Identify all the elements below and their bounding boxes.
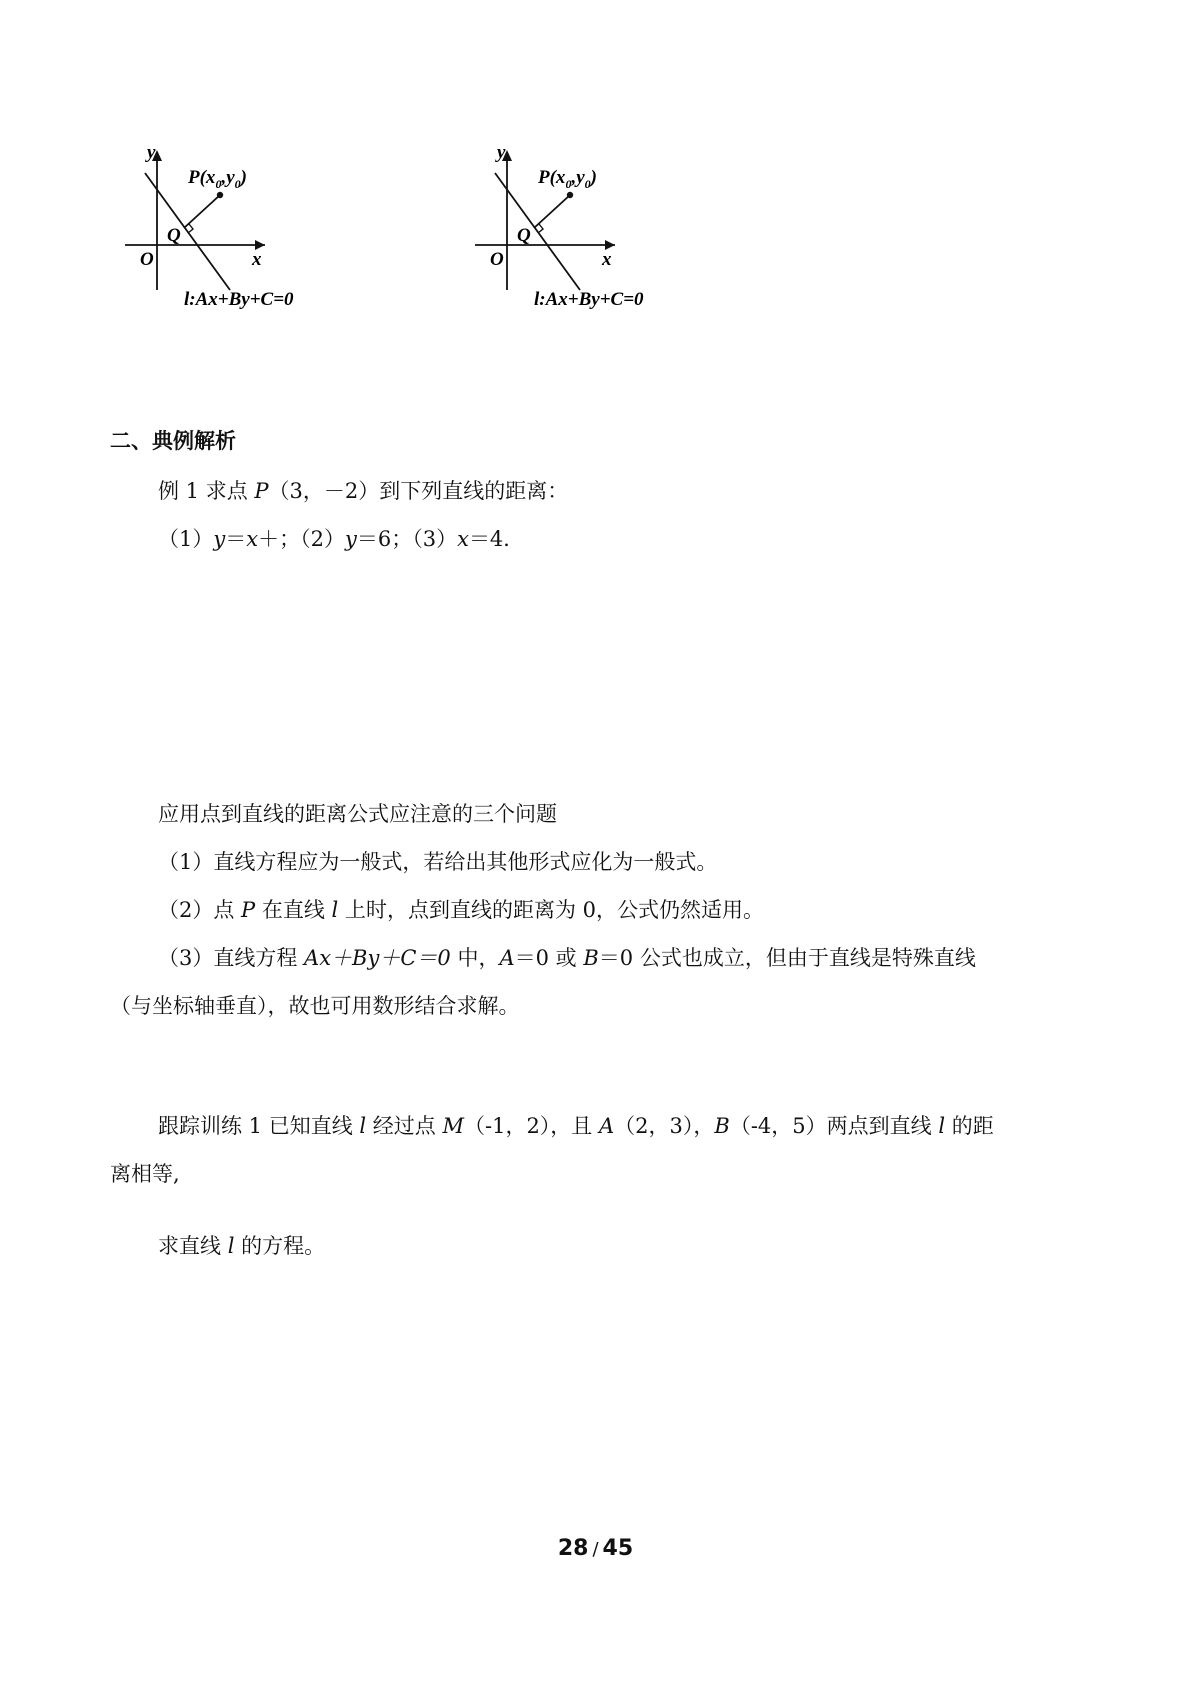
example-1-parts: （1）y＝x＋；（2）y＝6；（3）x＝4． [158,527,525,551]
note-3-continued: （与坐标轴垂直），故也可用数形结合求解。 [110,994,520,1018]
example-1-statement: 例 1 求点 P（3，－2）到下列直线的距离： [158,479,569,503]
note-3: （3）直线方程 Ax＋By＋C＝0 中，A＝0 或 B＝0 公式也成立，但由于直线是特殊直线 [158,946,976,970]
training-1-question: 求直线 l 的方程。 [158,1234,326,1258]
line-equation-label: l:Ax+By+C=0 [184,289,294,310]
x-axis-label: x [252,249,262,270]
y-axis-label: y [147,142,156,163]
distance-diagram-2 [470,135,710,335]
x-axis-label: x [602,249,612,270]
distance-diagram-1 [120,135,360,335]
foot-label: Q [517,225,531,246]
page-number: 28 / 45 [557,1536,634,1561]
point-label: $P(x_0,y_0)$ [188,167,247,191]
training-1-statement: 跟踪训练 1 已知直线 l 经过点 M（-1，2），且 A（2，3），B（-4，5）两点到直线 l 的距 [158,1114,994,1138]
foot-label: Q [167,225,181,246]
origin-label: O [490,249,504,270]
note-2: （2）点 P 在直线 l 上时，点到直线的距离为 0，公式仍然适用。 [158,898,764,922]
point-label: $P(x_0,y_0)$ [538,167,597,191]
y-axis-label: y [497,142,506,163]
section-title: 二、典例解析 [110,429,236,453]
line-equation-label: l:Ax+By+C=0 [534,289,644,310]
training-1-continued: 离相等, [110,1162,180,1186]
note-1: （1）直线方程应为一般式，若给出其他形式应化为一般式。 [158,850,718,874]
notes-heading: 应用点到直线的距离公式应注意的三个问题 [158,802,557,826]
origin-label: O [140,249,154,270]
